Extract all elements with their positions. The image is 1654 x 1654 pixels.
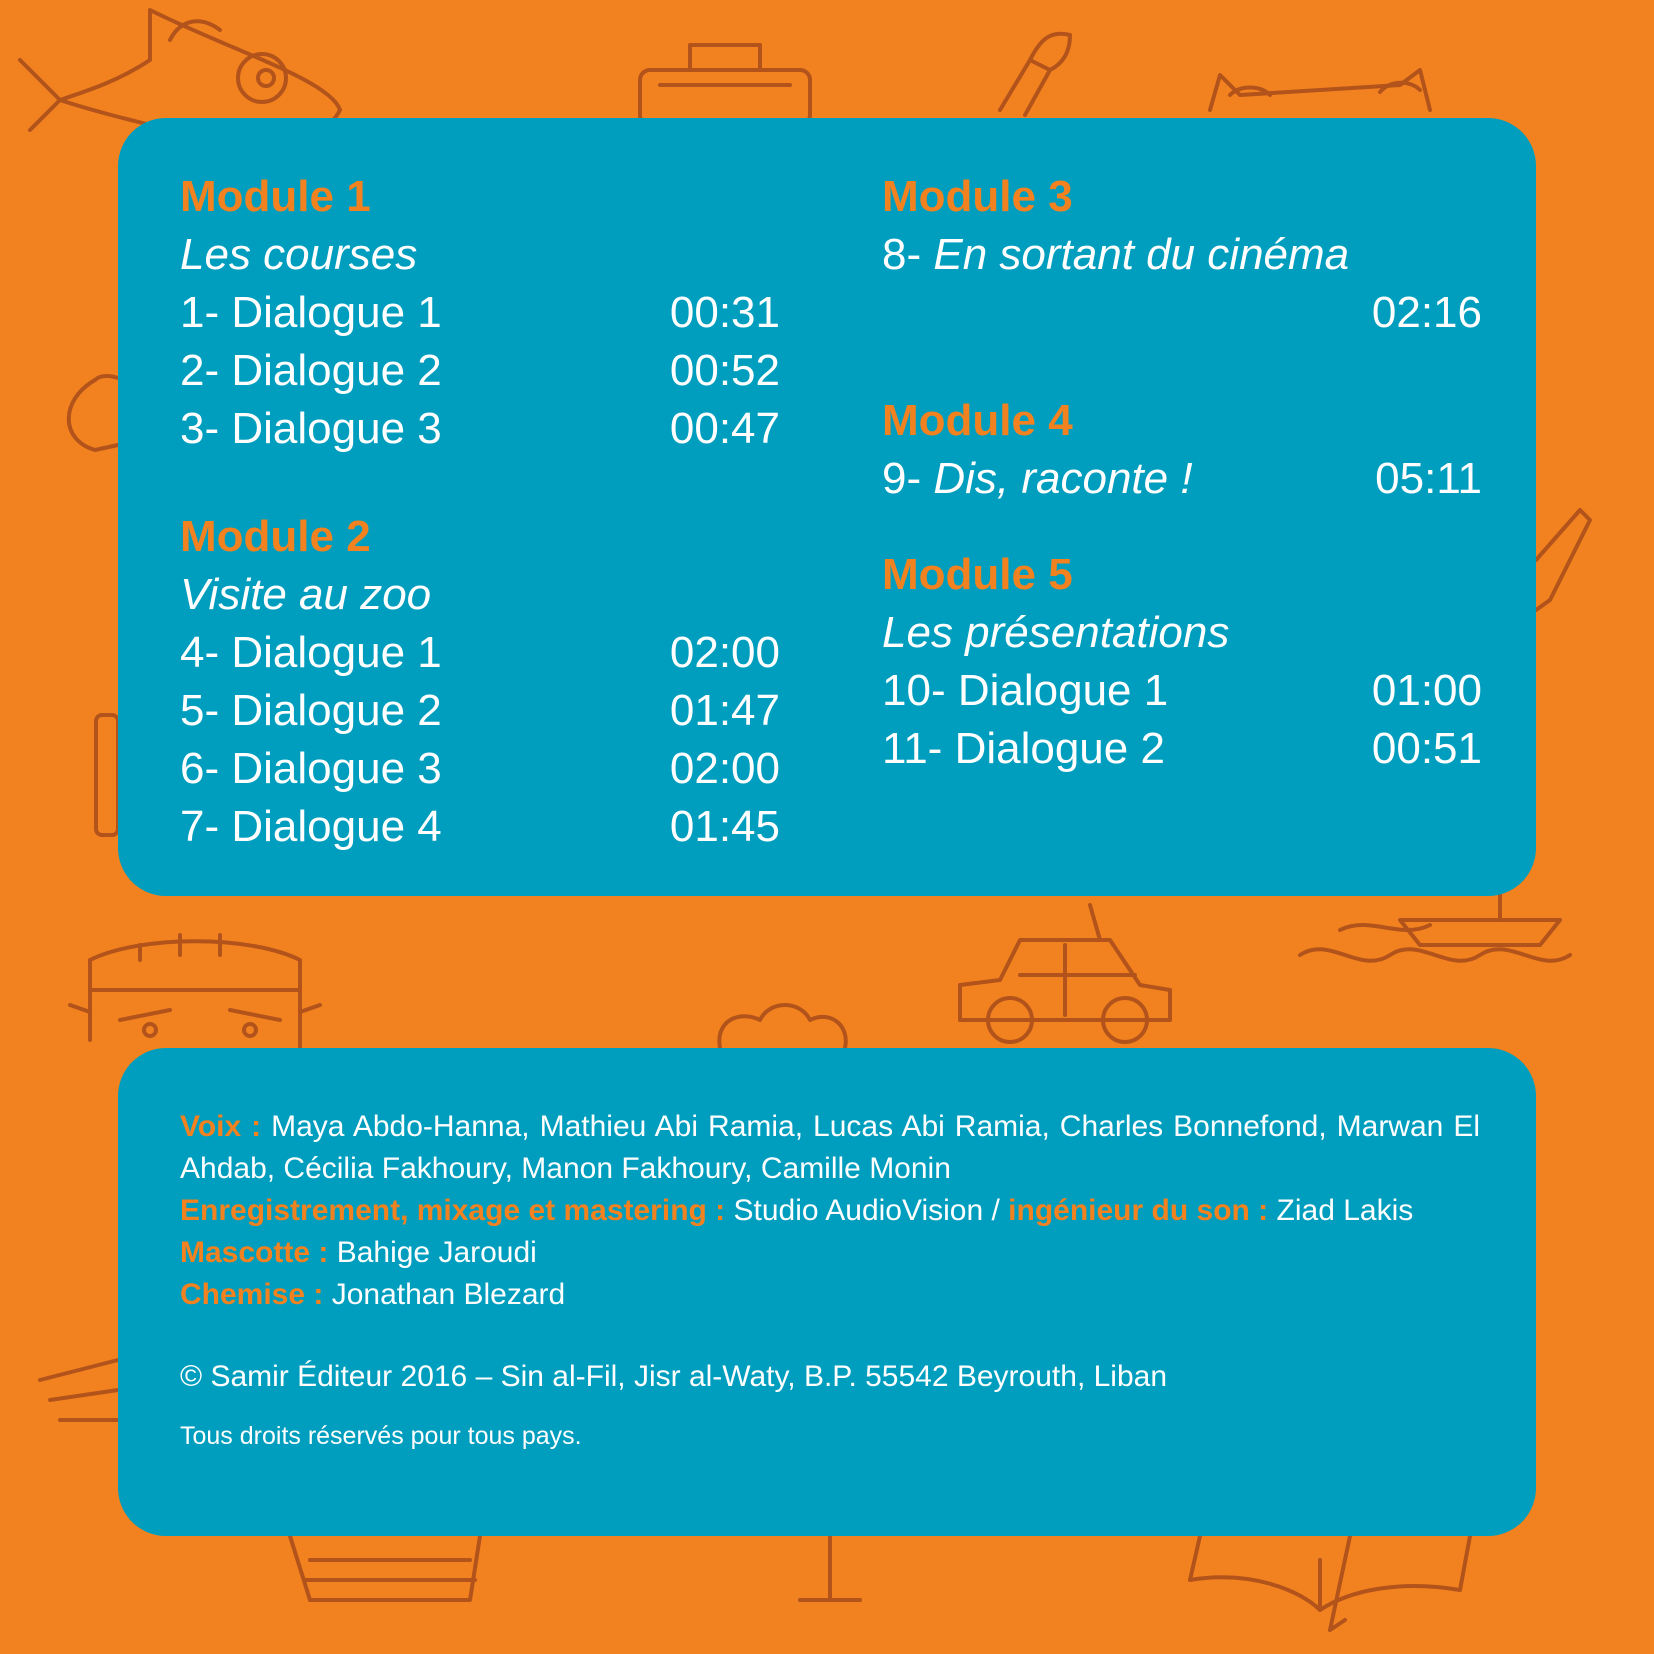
tracklist-column-left xyxy=(180,168,780,856)
track-duration: 01:00 xyxy=(1371,666,1482,715)
track-number: 9- xyxy=(882,454,922,503)
track-row xyxy=(180,682,780,740)
credit-value: Jonathan Blezard xyxy=(331,1278,566,1311)
suitcase-doodle xyxy=(640,45,810,125)
track-duration: 02:00 xyxy=(669,744,780,793)
credits-panel xyxy=(118,1048,1536,1536)
book-doodle xyxy=(1190,1536,1470,1630)
track-title: Dialogue 3 xyxy=(231,404,442,453)
car-doodle xyxy=(960,905,1170,1042)
cake-doodle xyxy=(290,1536,480,1600)
track-number: 7- xyxy=(180,802,220,851)
track-row xyxy=(882,662,1482,720)
track-number: 6- xyxy=(180,744,220,793)
track-number: 8- xyxy=(882,230,922,279)
track-row xyxy=(180,624,780,682)
track-number: 1- xyxy=(180,288,220,337)
paintbrush-doodle xyxy=(1000,34,1070,115)
track-row xyxy=(882,720,1482,778)
copyright-notice: © Samir Éditeur 2016 – Sin al-Fil, Jisr al-Waty, B.P. 55542 Beyrouth, Liban xyxy=(180,1360,1168,1393)
rights-notice: Tous droits réservés pour tous pays. xyxy=(180,1422,582,1450)
tracklist-column-right xyxy=(882,168,1482,778)
credit-value: Maya Abdo-Hanna, Mathieu Abi Ramia, Lucas Abi Ramia, Charles Bonnefond, Marwan El Ahdab, Cécilia Fakhoury, Manon Fakhoury, Camille Monin xyxy=(180,1110,1481,1185)
credit-recording xyxy=(180,1190,1480,1232)
track-duration: 01:47 xyxy=(669,686,780,735)
module-4 xyxy=(882,392,1482,508)
track-title: Dialogue 2 xyxy=(231,686,442,735)
track-title: Dialogue 1 xyxy=(231,288,442,337)
track-title: Dialogue 1 xyxy=(957,666,1169,715)
track-title: Dialogue 2 xyxy=(954,724,1165,773)
credit-cover xyxy=(180,1274,1480,1316)
track-row xyxy=(180,400,780,458)
tracklist-panel xyxy=(118,118,1536,896)
credit-value: Studio AudioVision / xyxy=(733,1194,1000,1227)
module-1 xyxy=(180,168,780,458)
track-title: Dis, raconte ! xyxy=(933,454,1193,503)
module-3 xyxy=(882,168,1482,342)
credit-label: Voix : xyxy=(180,1110,262,1143)
track-number: 5- xyxy=(180,686,220,735)
module-subtitle: Les courses xyxy=(180,230,418,279)
track-duration: 05:11 xyxy=(1375,454,1482,503)
module-subtitle: Visite au zoo xyxy=(180,570,432,619)
track-duration: 01:45 xyxy=(669,802,780,851)
track-number: 4- xyxy=(180,628,220,677)
track-title: Dialogue 2 xyxy=(231,346,442,395)
module-2 xyxy=(180,508,780,856)
track-duration: 02:00 xyxy=(669,628,780,677)
track-number: 3- xyxy=(180,404,220,453)
track-number: 11- xyxy=(882,724,943,773)
credit-label: Enregistrement, mixage et mastering : xyxy=(180,1194,726,1227)
module-subtitle: Les présentations xyxy=(882,608,1230,657)
track-number: 2- xyxy=(180,346,220,395)
credit-label: Mascotte : xyxy=(180,1236,329,1269)
credits-text xyxy=(180,1106,1480,1454)
module-title: Module 2 xyxy=(180,512,371,561)
tool-doodle xyxy=(40,1360,118,1420)
module-5 xyxy=(882,546,1482,778)
boat-doodle xyxy=(1300,885,1570,961)
module-title: Module 3 xyxy=(882,172,1073,221)
module-title: Module 5 xyxy=(882,550,1073,599)
track-duration: 02:16 xyxy=(1371,288,1482,337)
owl-doodle xyxy=(1210,70,1430,110)
track-row xyxy=(882,226,1482,342)
track-title: En sortant du cinéma xyxy=(933,230,1350,279)
track-duration: 00:31 xyxy=(669,288,780,337)
module-title: Module 4 xyxy=(882,396,1073,445)
track-duration: 00:52 xyxy=(669,346,780,395)
track-title: Dialogue 1 xyxy=(231,628,442,677)
track-row xyxy=(882,450,1482,508)
module-title: Module 1 xyxy=(180,172,371,221)
credit-label: Chemise : xyxy=(180,1278,324,1311)
credit-mascot xyxy=(180,1232,1480,1274)
track-row xyxy=(180,740,780,798)
credit-value: Bahige Jaroudi xyxy=(336,1236,537,1269)
track-duration: 00:47 xyxy=(669,404,780,453)
character-face-doodle xyxy=(70,935,320,1048)
track-row xyxy=(180,284,780,342)
track-duration: 00:51 xyxy=(1371,724,1482,773)
credit-value: Ziad Lakis xyxy=(1276,1194,1414,1227)
track-title: Dialogue 3 xyxy=(231,744,442,793)
credit-label: ingénieur du son : xyxy=(1008,1194,1269,1227)
track-number: 10- xyxy=(882,666,946,715)
track-row xyxy=(180,342,780,400)
credit-voices xyxy=(180,1106,1480,1190)
track-row xyxy=(180,798,780,856)
track-title: Dialogue 4 xyxy=(231,802,442,851)
